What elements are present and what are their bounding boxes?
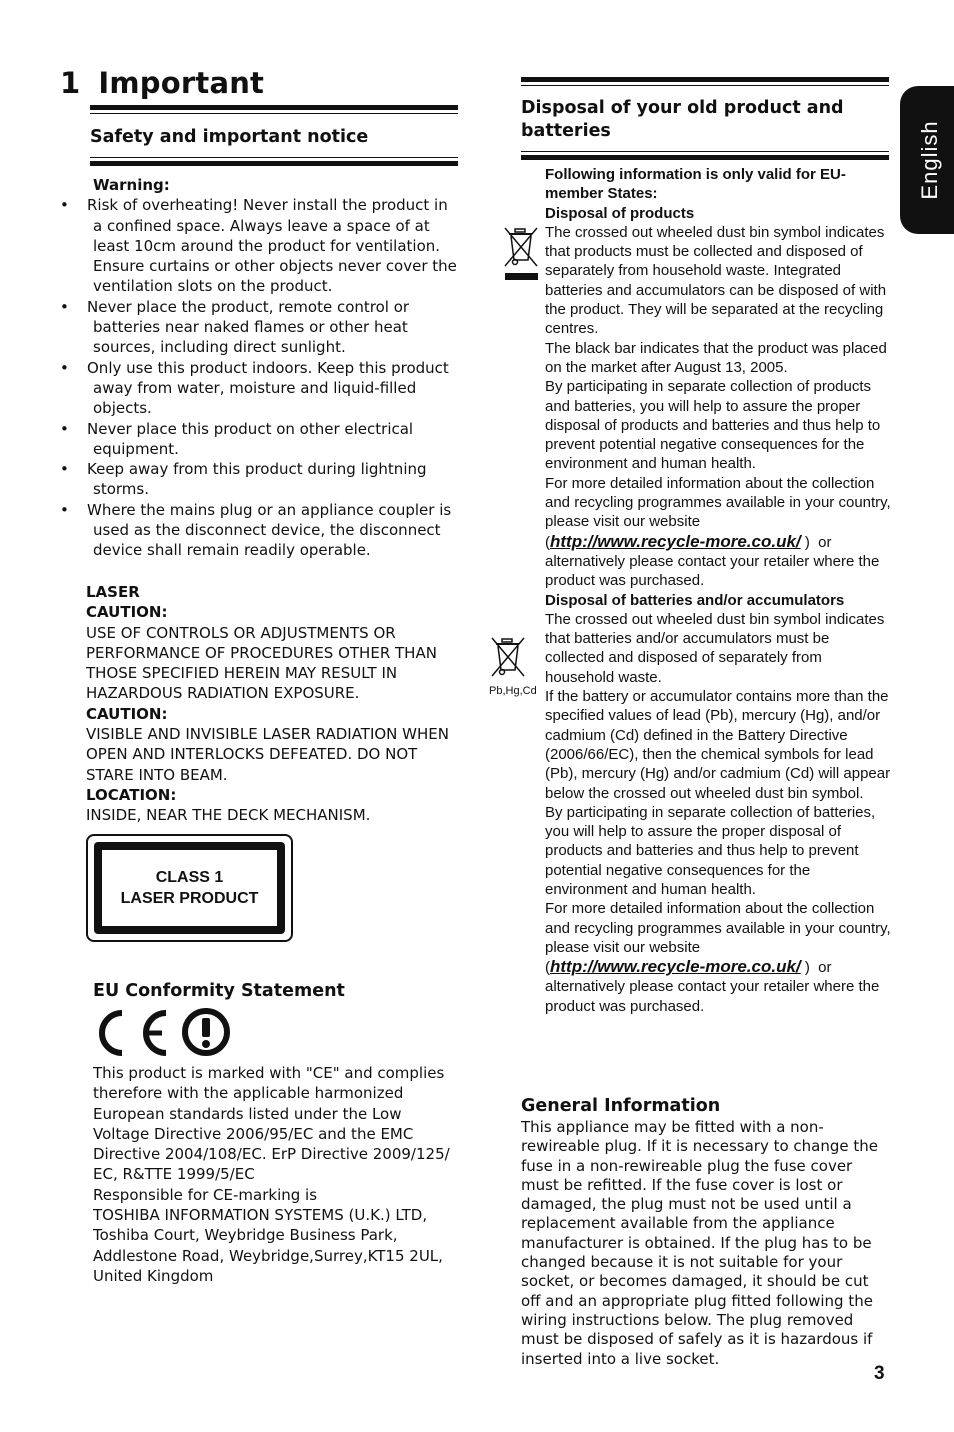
list-item: • Never place this product on other electrical equipment. bbox=[60, 419, 460, 460]
retailer-text: alternatively please contact your retailer where the product was purchased. bbox=[545, 552, 880, 590]
website-line: (http://www.recycle-more.co.uk/ ) or bbox=[545, 957, 832, 977]
chapter-number: 1 bbox=[60, 66, 81, 100]
page-title bbox=[60, 66, 264, 100]
participate-text: By participating in separate collection of products and batteries, you will help to assure the proper disposal of products and batteries and thus help to prevent potential negative consequences for the environment and human health. bbox=[545, 378, 881, 473]
eu-heading: EU Conformity Statement bbox=[93, 981, 345, 1001]
retailer-text: alternatively please contact your retailer where the product was purchased. bbox=[545, 978, 880, 1015]
eu-section bbox=[93, 1063, 455, 1286]
list-item: • Keep away from this product during lightning storms. bbox=[60, 459, 460, 500]
warning-label: Warning: bbox=[93, 176, 170, 194]
crossed-wheeled-bin-icon bbox=[489, 636, 527, 682]
caution-label: CAUTION: bbox=[86, 704, 168, 723]
safety-section bbox=[60, 175, 460, 561]
general-heading: General Information bbox=[521, 1096, 721, 1116]
list-item: • Where the mains plug or an appliance coupler is used as the disconnect device, the disconnect device shall remain readily operable. bbox=[60, 500, 460, 561]
website-line: (http://www.recycle-more.co.uk/ ) or bbox=[545, 531, 832, 551]
batteries-subheading: Disposal of batteries and/or accumulators bbox=[545, 591, 845, 609]
more-info-text: For more detailed information about the collection and recycling programmes available in your country, please visit our website bbox=[545, 900, 891, 956]
eu-address: TOSHIBA INFORMATION SYSTEMS (U.K.) LTD, Toshiba Court, Weybridge Business Park, Addlestone Road, Weybridge,Surrey,KT15 2UL, United Kingdom bbox=[93, 1206, 443, 1285]
chemical-symbols-label: Pb,Hg,Cd bbox=[489, 685, 537, 697]
location-label: LOCATION: bbox=[86, 785, 177, 804]
or-word: or bbox=[818, 959, 832, 977]
list-item: • Only use this product indoors. Keep this product away from water, moisture and liquid-filled objects. bbox=[60, 358, 460, 419]
disposal-heading: Disposal of your old product and batteries bbox=[521, 98, 844, 141]
recycle-link[interactable]: http://www.recycle-more.co.uk/ bbox=[550, 531, 801, 551]
laser-label-line: CLASS 1 bbox=[155, 869, 224, 886]
list-item: • Never place the product, remote control or batteries near naked flames or other heat sources, including direct sunlight. bbox=[60, 297, 460, 358]
recycle-link[interactable]: http://www.recycle-more.co.uk/ bbox=[550, 957, 801, 977]
section-rule-top-thin bbox=[521, 85, 889, 86]
section-rule-top-thin bbox=[90, 113, 458, 114]
products-subheading: Disposal of products bbox=[545, 204, 695, 222]
disposal-section bbox=[545, 165, 891, 1016]
general-text: This appliance may be fitted with a non-rewireable plug. If it is necessary to change the fuse in a non-rewireable plug the fuse cover must be refitted. If the fuse cover is lost or damaged, the plug must not be used until a replacement available from the appliance manufacturer is obtained. If the plug has to be changed because it is not suitable for your socket, or becomes damaged, it should be cut off and an appropriate plug fitted following the wiring instructions below. The plug removed must be disposed of safely as it is hazardous if inserted into a live socket. bbox=[521, 1118, 878, 1368]
heavy-metals-text: If the battery or accumulator contains more than the specified values of lead (Pb), mercury (Hg), and/or cadmium (Cd) defined in the Battery Directive (2006/66/EC), then the chemical symbols for lead (Pb), mercury (Hg) and/or cadmium (Cd) will appear below the crossed out wheeled dust bin symbol. bbox=[545, 688, 891, 802]
language-tab bbox=[900, 86, 954, 234]
section-rule-mid-thin bbox=[90, 157, 458, 158]
laser-label: LASER bbox=[86, 583, 140, 601]
caution-label: CAUTION: bbox=[86, 603, 168, 622]
laser-label-line: LASER PRODUCT bbox=[120, 890, 259, 907]
eu-text: This product is marked with "CE" and complies therefore with the applicable harmonized European standards listed under the Low Voltage Directive 2006/95/EC and the EMC Directive 2004/108/EC. ErP Directive 2009/125/ EC, R&TTE 1999/5/EC bbox=[93, 1064, 450, 1184]
or-word: or bbox=[818, 533, 832, 551]
safety-bullet-list bbox=[60, 195, 460, 560]
class1-laser-label bbox=[86, 834, 293, 942]
section-rule-top bbox=[521, 77, 889, 82]
batteries-text: The crossed out wheeled dust bin symbol indicates that batteries and/or accumulators must be collected and disposed of separately from household waste. bbox=[545, 610, 885, 686]
section-rule-mid-thin bbox=[521, 151, 889, 152]
caution-text: VISIBLE AND INVISIBLE LASER RADIATION WHEN OPEN AND INTERLOCKS DEFEATED. DO NOT STARE INTO BEAM. bbox=[86, 725, 449, 784]
page-number: 3 bbox=[874, 1363, 885, 1384]
crossed-wheeled-bin-icon bbox=[502, 226, 540, 282]
section-rule-top bbox=[90, 105, 458, 110]
caution-text: USE OF CONTROLS OR ADJUSTMENTS OR PERFORMANCE OF PROCEDURES OTHER THAN THOSE SPECIFIED HEREIN MAY RESULT IN HAZARDOUS RADIATION EXPOSURE. bbox=[86, 623, 437, 703]
ce-mark-icon bbox=[96, 1007, 236, 1059]
language-tab-label: English bbox=[917, 120, 942, 200]
more-info-text: For more detailed information about the collection and recycling programmes available in your country, please visit our website bbox=[545, 474, 891, 531]
section-rule-mid bbox=[521, 155, 889, 160]
exclamation-circle-icon bbox=[185, 1011, 227, 1053]
eu-only-note: Following information is only valid for EU-member States: bbox=[545, 166, 846, 203]
location-text: INSIDE, NEAR THE DECK MECHANISM. bbox=[86, 806, 371, 825]
products-text: The crossed out wheeled dust bin symbol indicates that products must be collected and disposed of separately from household waste. Integrated batteries and accumulators can be disposed of with the product. They will be separated at the recycling centres. bbox=[545, 223, 887, 338]
black-bar-text: The black bar indicates that the product was placed on the market after August 13, 2005. bbox=[545, 339, 887, 376]
laser-section bbox=[86, 582, 458, 826]
eu-responsible: Responsible for CE-marking is bbox=[93, 1185, 318, 1204]
chapter-title: Important bbox=[98, 66, 265, 100]
laser-label-panel bbox=[102, 850, 277, 926]
list-item: • Risk of overheating! Never install the product in a confined space. Always leave a space of at least 10cm around the product for ventilation. Ensure curtains or other objects never cover the ventilation slots on the product. bbox=[60, 195, 460, 296]
safety-heading: Safety and important notice bbox=[90, 127, 369, 147]
section-rule-mid bbox=[90, 161, 458, 166]
participate-text: By participating in separate collection of batteries, you will help to assure the proper disposal of products and batteries and thus help to prevent potential negative consequences for the environment and human health. bbox=[545, 803, 876, 898]
